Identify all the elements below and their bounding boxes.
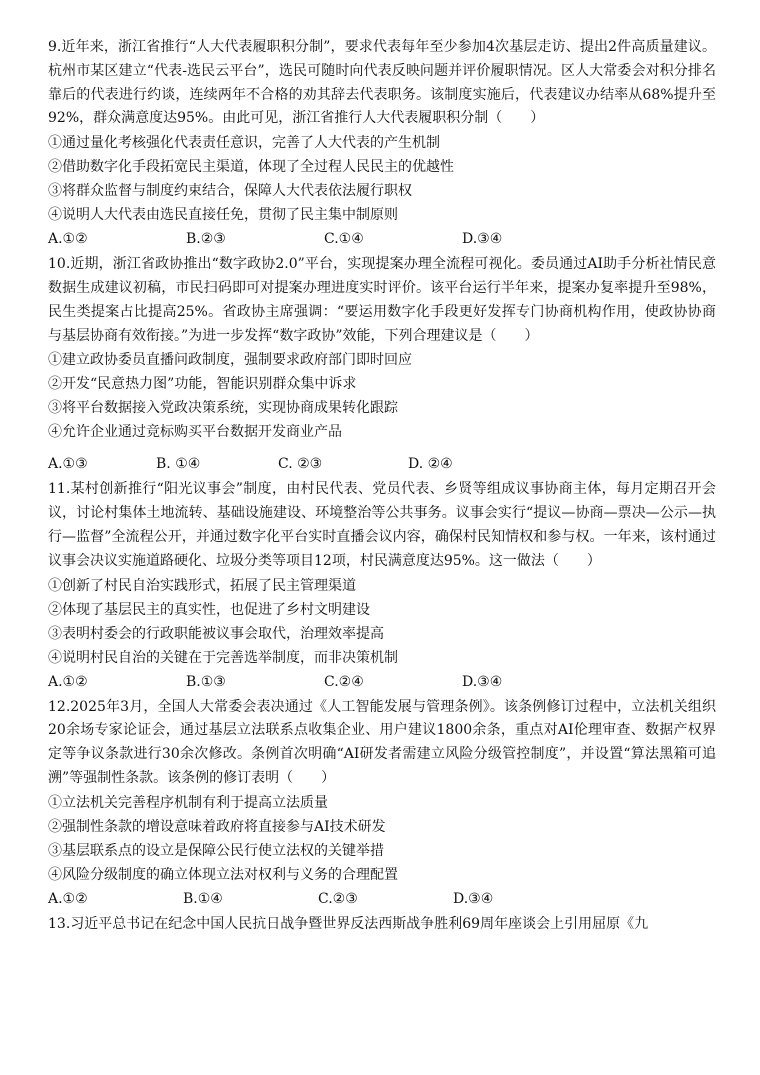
choice-a[interactable]: A.①② <box>48 890 88 907</box>
question-stem: 10.近期，浙江省政协推出“数字政协2.0”平台，实现提案办理全流程可视化。委员通过AI助手分析社情民意数据生成建议初稿，市民扫码即可对提案办理进度实时评价。该平台运行半年来，提案办复率提升至98%，民生类提案占比提高25%。省政协主席强调：“要运用数字化手段更好发挥专门协商机构作用，使政协协商与基层协商有效衔接。”为进一步发挥“数字政协”效能，下列合理建议是（ ） <box>48 256 716 344</box>
choice-c[interactable]: C.②④ <box>324 673 364 690</box>
exam-page <box>48 36 716 937</box>
choice-d[interactable]: D. ②④ <box>408 456 453 473</box>
choice-d[interactable]: D.③④ <box>462 231 503 248</box>
answer-choices <box>48 670 716 694</box>
question-12 <box>48 696 716 911</box>
choice-d[interactable]: D.③④ <box>453 890 494 907</box>
choice-a[interactable]: A.①② <box>48 673 88 690</box>
question-10 <box>48 253 716 476</box>
question-stem: 11.某村创新推行“阳光议事会”制度，由村民代表、党员代表、乡贤等组成议事协商主体，每月定期召开会议，讨论村集体土地流转、基础设施建设、环境整治等公共事务。议事会实行“提议—协商—票决—公示—执行—监督”全流程公开，并通过数字化平台实时直播会议内容，确保村民知情权和参与权。一年来，该村通过议事会决议实施道路硬化、垃圾分类等项目12项，村民满意度达95%。这一做法（ ） <box>48 481 716 569</box>
question-9 <box>48 36 716 251</box>
option-4: ④说明村民自治的关键在于完善选举制度，而非决策机制 <box>48 649 398 666</box>
choice-b[interactable]: B. ①④ <box>156 456 201 473</box>
answer-choices <box>48 227 716 251</box>
choice-b[interactable]: B.②③ <box>186 231 226 248</box>
answer-choices <box>48 887 716 911</box>
option-1: ①立法机关完善程序机制有利于提高立法质量 <box>48 794 328 811</box>
option-2: ②借助数字化手段拓宽民主渠道，体现了全过程人民民主的优越性 <box>48 159 454 176</box>
option-4: ④风险分级制度的确立体现立法对权利与义务的合理配置 <box>48 866 398 883</box>
option-4: ④允许企业通过竞标购买平台数据开发商业产品 <box>48 424 342 441</box>
option-2: ②强制性条款的增设意味着政府将直接参与AI技术研发 <box>48 818 386 835</box>
choice-c[interactable]: C.②③ <box>318 890 358 907</box>
choice-b[interactable]: B.①④ <box>183 890 223 907</box>
option-1: ①建立政协委员直播问政制度，强制要求政府部门即时回应 <box>48 352 412 369</box>
choice-c[interactable]: C. ②③ <box>278 456 323 473</box>
question-13 <box>48 913 716 937</box>
option-2: ②体现了基层民主的真实性，也促进了乡村文明建设 <box>48 601 370 618</box>
choice-b[interactable]: B.①③ <box>186 673 226 690</box>
question-stem: 9.近年来，浙江省推行“人大代表履职积分制”，要求代表每年至少参加4次基层走访、提出2件高质量建议。杭州市某区建立“代表-选民云平台”，选民可随时向代表反映问题并评价履职情况。区人大常委会对积分排名靠后的代表进行约谈，连续两年不合格的劝其辞去代表职务。该制度实施后，代表建议办结率从68%提升至92%，群众满意度达95%。由此可见，浙江省推行人大代表履职积分制（ ） <box>48 39 716 127</box>
question-11 <box>48 478 716 693</box>
option-1: ①创新了村民自治实践形式，拓展了民主管理渠道 <box>48 577 356 594</box>
choice-d[interactable]: D.③④ <box>462 673 503 690</box>
answer-choices <box>48 452 716 476</box>
choice-c[interactable]: C.①④ <box>324 231 364 248</box>
option-3: ③将群众监督与制度约束结合，保障人大代表依法履行职权 <box>48 183 412 200</box>
option-2: ②开发“民意热力图”功能，智能识别群众集中诉求 <box>48 376 357 393</box>
option-3: ③将平台数据接入党政决策系统，实现协商成果转化跟踪 <box>48 400 398 417</box>
choice-a[interactable]: A.①③ <box>48 456 88 473</box>
question-stem: 12.2025年3月，全国人大常委会表决通过《人工智能发展与管理条例》。该条例修订过程中，立法机关组织20余场专家论证会，通过基层立法联系点收集企业、用户建议1800余条，重点对AI伦理审查、数据产权界定等争议条款进行30余次修改。条例首次明确“AI研发者需建立风险分级管控制度”，并设置“算法黑箱可追溯”等强制性条款。该条例的修订表明（ ） <box>48 698 716 786</box>
option-1: ①通过量化考核强化代表责任意识，完善了人大代表的产生机制 <box>48 135 440 152</box>
option-3: ③基层联系点的设立是保障公民行使立法权的关键举措 <box>48 842 384 859</box>
option-4: ④说明人大代表由选民直接任免，贯彻了民主集中制原则 <box>48 207 398 224</box>
option-3: ③表明村委会的行政职能被议事会取代，治理效率提高 <box>48 625 384 642</box>
choice-a[interactable]: A.①② <box>48 231 88 248</box>
question-stem: 13.习近平总书记在纪念中国人民抗日战争暨世界反法西斯战争胜利69周年座谈会上引用屈原《九 <box>48 915 649 932</box>
